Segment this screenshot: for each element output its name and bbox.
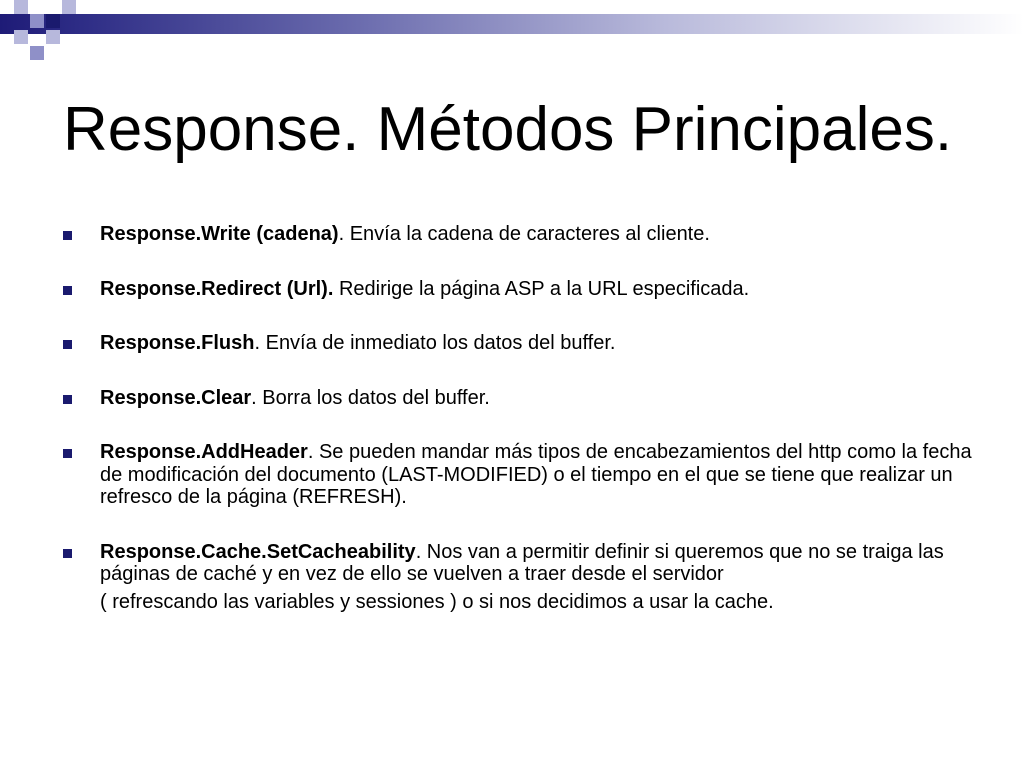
method-description: . Se pueden mandar más tipos de encabezamientos del http como la fecha de modificación del documento (LAST-MODIFIED) o el tiempo en el que se tiene que realizar un refresco de la página (REFRESH). xyxy=(100,441,972,508)
method-description: . Envía de inmediato los datos del buffer. xyxy=(254,332,616,354)
square-decoration xyxy=(30,0,44,14)
method-description: . Borra los datos del buffer. xyxy=(251,386,490,409)
method-description: . Envía la cadena de caracteres al cliente. xyxy=(338,223,710,245)
square-decoration xyxy=(30,14,44,28)
method-name: Response.AddHeader xyxy=(100,441,308,463)
square-decoration xyxy=(62,0,76,14)
square-decoration xyxy=(14,0,28,14)
bullet-square-icon xyxy=(63,231,72,240)
bullet-square-icon xyxy=(63,449,72,458)
square-decoration xyxy=(30,46,44,60)
list-item xyxy=(62,332,982,355)
header-gradient-bar xyxy=(0,14,1024,34)
bullet-square-icon xyxy=(63,549,72,558)
slide-title: Response. Métodos Principales. xyxy=(63,95,953,164)
bullet-square-icon xyxy=(63,340,72,349)
method-name: Response.Write (cadena) xyxy=(100,223,339,245)
method-name: Response.Redirect (Url). xyxy=(100,277,334,300)
square-decoration xyxy=(46,14,60,28)
square-decoration xyxy=(46,30,60,44)
method-name: Response.Clear xyxy=(100,386,252,409)
list-item xyxy=(62,541,982,614)
method-description: . Nos van a permitir definir si queremos que no se traiga las páginas de caché y en vez de ello se vuelven a traer desde el servidor xyxy=(100,540,944,585)
method-description: Redirige la página ASP a la URL especificada. xyxy=(333,277,750,300)
method-description-continued: ( refrescando las variables y sessiones ) o si nos decidimos a usar la cache. xyxy=(100,590,774,613)
list-item xyxy=(62,441,982,509)
method-name: Response.Flush xyxy=(100,332,255,354)
bullet-square-icon xyxy=(63,286,72,295)
list-item xyxy=(62,223,982,246)
bullet-list xyxy=(62,223,982,613)
list-item xyxy=(62,387,982,410)
bullet-square-icon xyxy=(63,395,72,404)
square-decoration xyxy=(14,30,28,44)
method-name: Response.Cache.SetCacheability xyxy=(100,540,416,563)
list-item xyxy=(62,278,982,301)
